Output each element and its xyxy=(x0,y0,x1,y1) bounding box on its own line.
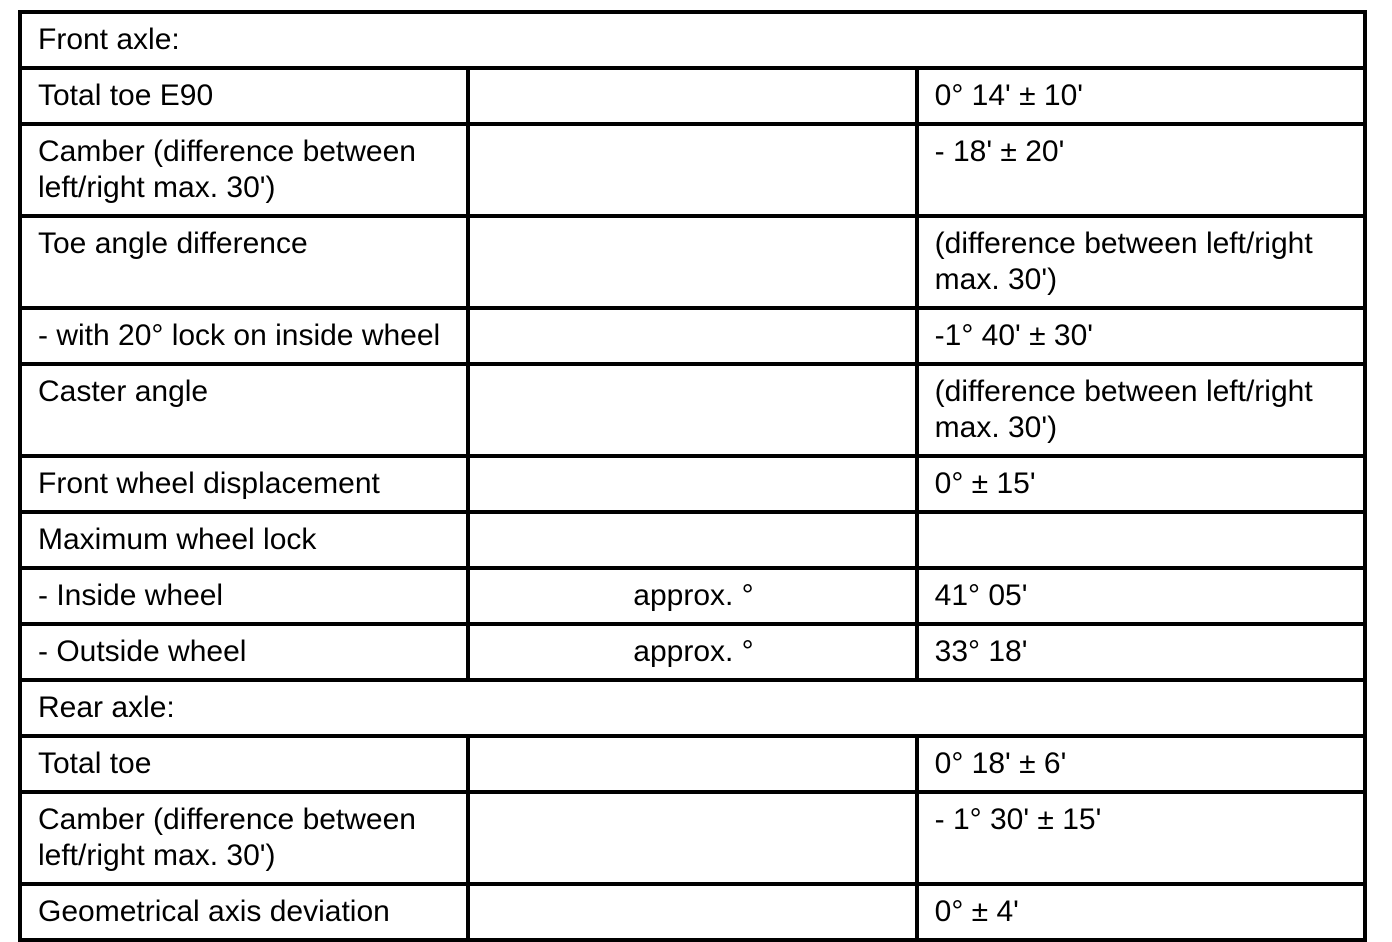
spec-qualifier xyxy=(468,68,916,124)
spec-value: (difference between left/right max. 30') xyxy=(917,216,1365,308)
table-row xyxy=(20,624,1365,680)
spec-label: Toe angle difference xyxy=(20,216,468,308)
spec-label: Camber (difference between left/right max. 30') xyxy=(20,124,468,216)
spec-qualifier xyxy=(468,216,916,308)
spec-value: 41° 05' xyxy=(917,568,1365,624)
spec-value: (difference between left/right max. 30') xyxy=(917,364,1365,456)
section-header-front-axle xyxy=(20,12,1365,68)
table-row xyxy=(20,568,1365,624)
section-title: Front axle: xyxy=(20,12,1365,68)
table-row xyxy=(20,456,1365,512)
spec-label: Maximum wheel lock xyxy=(20,512,468,568)
spec-label: - Outside wheel xyxy=(20,624,468,680)
table-row xyxy=(20,884,1365,940)
spec-qualifier xyxy=(468,512,916,568)
spec-qualifier xyxy=(468,364,916,456)
spec-qualifier xyxy=(468,456,916,512)
table-row xyxy=(20,124,1365,216)
spec-qualifier xyxy=(468,308,916,364)
spec-qualifier xyxy=(468,736,916,792)
table-row xyxy=(20,512,1365,568)
table-row xyxy=(20,736,1365,792)
spec-label: - Inside wheel xyxy=(20,568,468,624)
spec-value: -1° 40' ± 30' xyxy=(917,308,1365,364)
spec-label: Total toe xyxy=(20,736,468,792)
spec-value: 33° 18' xyxy=(917,624,1365,680)
spec-label: Total toe E90 xyxy=(20,68,468,124)
section-title: Rear axle: xyxy=(20,680,1365,736)
spec-value: 0° ± 15' xyxy=(917,456,1365,512)
table-row xyxy=(20,216,1365,308)
spec-value: 0° 18' ± 6' xyxy=(917,736,1365,792)
table-row xyxy=(20,308,1365,364)
spec-qualifier: approx. ° xyxy=(468,568,916,624)
spec-label: Camber (difference between left/right max. 30') xyxy=(20,792,468,884)
spec-label: Front wheel displacement xyxy=(20,456,468,512)
spec-qualifier: approx. ° xyxy=(468,624,916,680)
spec-label: Caster angle xyxy=(20,364,468,456)
spec-label: Geometrical axis deviation xyxy=(20,884,468,940)
table-row xyxy=(20,364,1365,456)
table-row xyxy=(20,792,1365,884)
spec-value: 0° ± 4' xyxy=(917,884,1365,940)
wheel-alignment-spec-table xyxy=(18,10,1367,942)
spec-label: - with 20° lock on inside wheel xyxy=(20,308,468,364)
table-row xyxy=(20,68,1365,124)
spec-value: 0° 14' ± 10' xyxy=(917,68,1365,124)
spec-qualifier xyxy=(468,124,916,216)
spec-value xyxy=(917,512,1365,568)
section-header-rear-axle xyxy=(20,680,1365,736)
spec-value: - 18' ± 20' xyxy=(917,124,1365,216)
spec-qualifier xyxy=(468,884,916,940)
spec-value: - 1° 30' ± 15' xyxy=(917,792,1365,884)
spec-qualifier xyxy=(468,792,916,884)
